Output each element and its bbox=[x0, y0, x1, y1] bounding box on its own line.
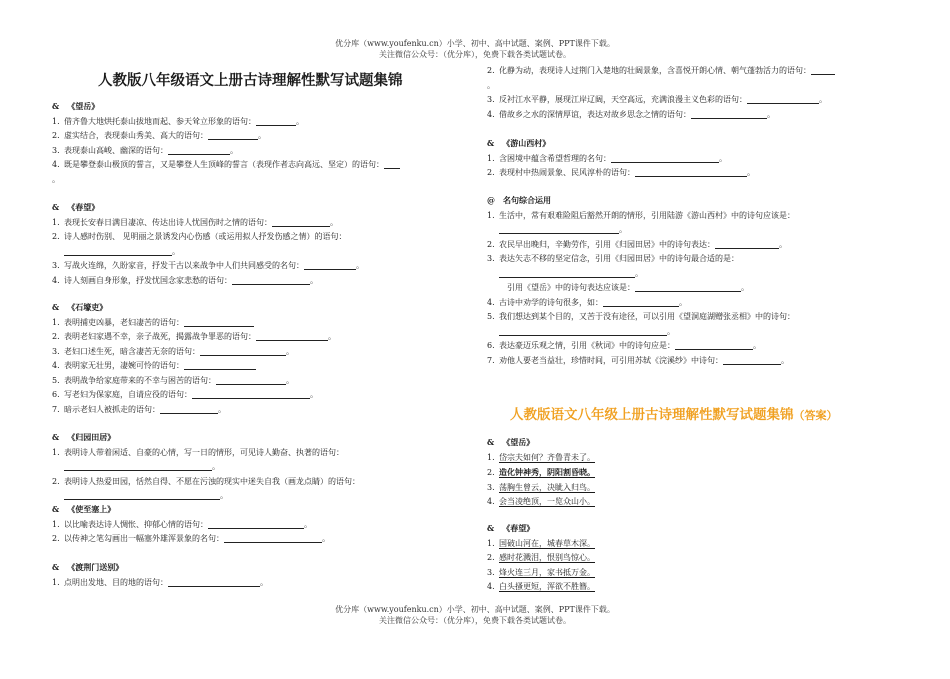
answer-blank[interactable] bbox=[499, 326, 667, 336]
page-title: 人教版八年级语文上册古诗理解性默写试题集锦 bbox=[98, 72, 403, 89]
answer-blank[interactable] bbox=[256, 116, 296, 126]
answer-blank[interactable] bbox=[747, 94, 819, 104]
answer-blank[interactable] bbox=[224, 533, 322, 543]
section-heading: & 《春望》 bbox=[487, 523, 535, 533]
list-item: 2. 虚实结合，表现泰山秀美、高大的语句： 。 bbox=[52, 131, 266, 140]
answer-line: 3. 荡胸生曾云，决眦入归鸟。 bbox=[487, 482, 595, 492]
answer-blank[interactable] bbox=[611, 153, 719, 163]
header-line-1: 优分库（www.youfenku.cn）小学、初中、高中试题、案例、PPT课件下载。 bbox=[335, 39, 615, 48]
section-heading: & 《望岳》 bbox=[487, 437, 535, 447]
list-item: 3. 表现泰山高峻、幽深的语句： 。 bbox=[52, 145, 238, 155]
answer-line: 3. 烽火连三月，家书抵万金。 bbox=[487, 567, 595, 577]
answer-blank[interactable] bbox=[168, 145, 230, 155]
section-shihao bbox=[52, 300, 336, 417]
answer-blank[interactable] bbox=[635, 282, 741, 292]
list-item: 5. 我们想达到某个目的，又苦于没有途径，可以引用《望洞庭湖赠张丞相》中的诗句： bbox=[487, 312, 795, 321]
answers-title: 人教版语文八年级上册古诗理解性默写试题集锦（答案） bbox=[510, 407, 838, 423]
list-item: 2. 化静为动，表现诗人过荆门入楚地的壮阔景象，含喜悦开朗心情、朝气蓬勃活力的语句： bbox=[487, 64, 835, 79]
answer-blank[interactable] bbox=[200, 346, 286, 356]
answer-line: 4. 白头搔更短，浑欲不胜簪。 bbox=[487, 582, 595, 591]
list-item: 6. 写老妇为保家庭，自请应役的语句： 。 bbox=[52, 390, 318, 399]
answer-blank[interactable] bbox=[192, 389, 310, 399]
answer-blank[interactable] bbox=[216, 375, 286, 385]
section-heading: & 《望岳》 bbox=[52, 101, 100, 111]
list-item: 4. 诗人刻画自身形象，抒发忧国念家悲愁的语句： 。 bbox=[52, 275, 318, 285]
list-item: 3. 表达矢志不移的坚定信念，引用《归园田居》中的诗句最合适的是： bbox=[487, 254, 739, 263]
section-dujingmen-cont bbox=[487, 64, 835, 122]
list-item: 3. 老妇口述生死，暗含凄苦无奈的语句： 。 bbox=[52, 346, 294, 356]
answer-line: 2. 感时花溅泪，恨别鸟惊心。 bbox=[487, 553, 595, 562]
section-heading: & 《春望》 bbox=[52, 202, 100, 212]
answer-blank[interactable] bbox=[499, 268, 635, 278]
list-item: 2. 表明诗人热爱田园，恬然自得、不愿在污浊的现实中迷失自我（画龙点睛）的语句： bbox=[52, 476, 360, 486]
answer-blank[interactable] bbox=[208, 519, 304, 529]
answer-blank[interactable] bbox=[691, 109, 767, 119]
list-item: 4. 借故乡之水的深情厚谊，表达对故乡思念之情的语句： 。 bbox=[487, 109, 775, 119]
answer-blank[interactable] bbox=[64, 490, 220, 500]
answer-blank[interactable] bbox=[811, 65, 835, 75]
footer-line-1: 优分库（www.youfenku.cn）小学、初中、高中试题、案例、PPT课件下载。 bbox=[335, 605, 615, 614]
answer-line: 2. 造化钟神秀，阴阳割昏晓。 bbox=[487, 467, 595, 477]
answer-blank[interactable] bbox=[160, 404, 218, 414]
section-heading: @ 名句综合运用 bbox=[487, 195, 551, 205]
list-item: 1. 生活中，常有艰难险阻后豁然开朗的情形，引用陆游《游山西村》中的诗句应该是： bbox=[487, 210, 795, 220]
section-heading: & 《渡荆门送别》 bbox=[52, 562, 124, 572]
section-wangyue bbox=[52, 99, 400, 187]
answer-blank[interactable] bbox=[304, 260, 356, 270]
section-heading: & 《游山西村》 bbox=[487, 138, 551, 148]
list-item: 1. 以比喻表达诗人惆怅、抑郁心情的语句： 。 bbox=[52, 519, 312, 529]
section-guiyuan: & 《归园田居》 1. 表明诗人带着闲适、自豪的心情，写一日的情形，可见诗人勤奋、执著的语句： 。 2. 表明诗人热爱田园，恬然自得、不愿在污浊的现实中迷失自我（画龙点睛）的语句： 。 bbox=[52, 432, 360, 500]
answer-blank[interactable] bbox=[635, 167, 747, 177]
list-item: 3. 反衬江水平静，展现江岸辽阔，天空高远，充满浪漫主义色彩的语句： 。 bbox=[487, 95, 827, 104]
list-item: 4. 古诗中劝学的诗句很多，如： 。 bbox=[487, 297, 687, 307]
list-item: 4. 表明家无壮男，凄婉可怜的语句： bbox=[52, 359, 336, 374]
list-item: 4. 既是攀登泰山极顶的誓言，又是攀登人生顶峰的誓言（表现作者志向高远、坚定）的语句： bbox=[52, 158, 400, 173]
answer-blank[interactable] bbox=[208, 130, 258, 140]
answer-blank[interactable] bbox=[723, 355, 781, 365]
section-heading: & 《归园田居》 bbox=[52, 432, 116, 442]
answer-blank[interactable] bbox=[168, 577, 260, 587]
answers-wangyue bbox=[487, 435, 595, 510]
footer-line-2: 关注微信公众号：（优分库），免费下载各类试题试卷。 bbox=[379, 616, 571, 625]
list-item: 1. 点明出发地、目的地的语句： 。 bbox=[52, 577, 268, 587]
answer-blank[interactable] bbox=[603, 297, 679, 307]
list-item: 7. 暗示老妇人被抓走的语句： 。 bbox=[52, 404, 226, 414]
section-mingju: @ 名句综合运用 1. 生活中，常有艰难险阻后豁然开朗的情形，引用陆游《游山西村》中的诗句应该是： 。 2. 农民早出晚归，辛勤劳作，引用《归园田居》中的诗句表达： 。 3. 表达矢志不移的坚定信念，引用《归园田居》中的诗句最合适的是： 。 引用《望岳》中的诗句表达应该是： 。 4. 古诗中劝学的诗句很多，如： 。 5. 我们想达到某个目的，又苦于没有途径，可以引用《望洞庭湖赠张丞相》中的诗句： 。 6. 表达豪迈乐观之情，引用《秋词》中的诗句应是： 。 7. 劝他人要老当益壮，珍惜时间，可引用苏轼《浣溪纱》中诗句： 。 bbox=[487, 193, 795, 368]
list-item: 2. 农民早出晚归，辛勤劳作，引用《归园田居》中的诗句表达： 。 bbox=[487, 239, 787, 249]
list-item-cont: 。 bbox=[52, 174, 60, 184]
answers-chunwang bbox=[487, 521, 595, 595]
answer-blank[interactable] bbox=[184, 360, 256, 370]
answer-blank[interactable] bbox=[272, 217, 330, 227]
section-youshan bbox=[487, 136, 755, 181]
answers-tag: （答案） bbox=[793, 409, 838, 422]
list-item: 5. 表明战争给家庭带来的不幸与困苦的语句： 。 bbox=[52, 375, 294, 385]
header-line-2: 关注微信公众号：（优分库），免费下载各类试题试卷。 bbox=[379, 50, 571, 59]
list-item: 1. 表现长安春日满目凄凉、传达出诗人忧国伤时之情的语句： 。 bbox=[52, 217, 338, 227]
list-item: 6. 表达豪迈乐观之情，引用《秋词》中的诗句应是： 。 bbox=[487, 341, 761, 350]
list-item: 3. 写战火连绵，久盼家音，抒发干古以来战争中人们共同感受的名句： 。 bbox=[52, 261, 364, 270]
section-heading: & 《石壕吏》 bbox=[52, 302, 108, 312]
answer-blank[interactable] bbox=[675, 340, 753, 350]
list-item: 1. 表明诗人带着闲适、自豪的心情，写一日的情形，可见诗人勤奋、执著的语句： bbox=[52, 447, 344, 457]
section-chunwang: & 《春望》 1. 表现长安春日满目凄凉、传达出诗人忧国伤时之情的语句： 。 2. 诗人感时伤别、 见明丽之景诱发内心伤感（或运用拟人抒发伤感之情）的语句： 。 3. 写战火连绵，久盼家音，抒发干古以来战争中人们共同感受的名句： 。 4. 诗人刻画自身形象，抒发忧国念家悲愁的语句： 。 bbox=[52, 200, 364, 288]
section-heading: & 《使至塞上》 bbox=[52, 504, 116, 514]
answer-line: 1. 岱宗夫如何？齐鲁青未了。 bbox=[487, 452, 595, 462]
list-subitem: 引用《望岳》中的诗句表达应该是： 。 bbox=[507, 283, 749, 292]
answer-line: 1. 国破山河在，城春草木深。 bbox=[487, 538, 595, 548]
list-item: 1. 借齐鲁大地烘托泰山拔地而起、参天耸立形象的语句： 。 bbox=[52, 116, 304, 126]
list-item-cont: 。 bbox=[487, 80, 495, 90]
answer-blank[interactable] bbox=[64, 246, 172, 256]
list-item: 1. 含困境中蕴含希望哲理的名句： 。 bbox=[487, 153, 727, 163]
list-item: 2. 表现村中热闹景象、民风淳朴的语句： 。 bbox=[487, 168, 755, 177]
list-item: 7. 劝他人要老当益壮，珍惜时间，可引用苏轼《浣溪纱》中诗句： 。 bbox=[487, 355, 789, 365]
answer-blank[interactable] bbox=[64, 461, 212, 471]
list-item: 2. 表明老妇家遇不幸，亲子战死，揭露战争罪恶的语句： 。 bbox=[52, 332, 336, 341]
answer-blank[interactable] bbox=[715, 239, 779, 249]
page-footer bbox=[0, 604, 950, 626]
section-dujingmen bbox=[52, 560, 268, 590]
list-item: 2. 诗人感时伤别、 见明丽之景诱发内心伤感（或运用拟人抒发伤感之情）的语句： bbox=[52, 232, 347, 241]
answer-blank[interactable] bbox=[184, 317, 254, 327]
answer-line: 4. 会当凌绝顶，一览众山小。 bbox=[487, 497, 595, 506]
list-item: 1. 表明捕吏凶暴，老妇凄苦的语句： bbox=[52, 316, 336, 331]
answer-blank[interactable] bbox=[256, 331, 328, 341]
list-item: 2. 以传神之笔勾画出一幅塞外雄浑景象的名句： 。 bbox=[52, 534, 330, 543]
page-header bbox=[0, 38, 950, 60]
section-shisai bbox=[52, 502, 330, 547]
answer-blank[interactable] bbox=[232, 275, 310, 285]
answer-blank[interactable] bbox=[384, 159, 400, 169]
answer-blank[interactable] bbox=[499, 224, 619, 234]
